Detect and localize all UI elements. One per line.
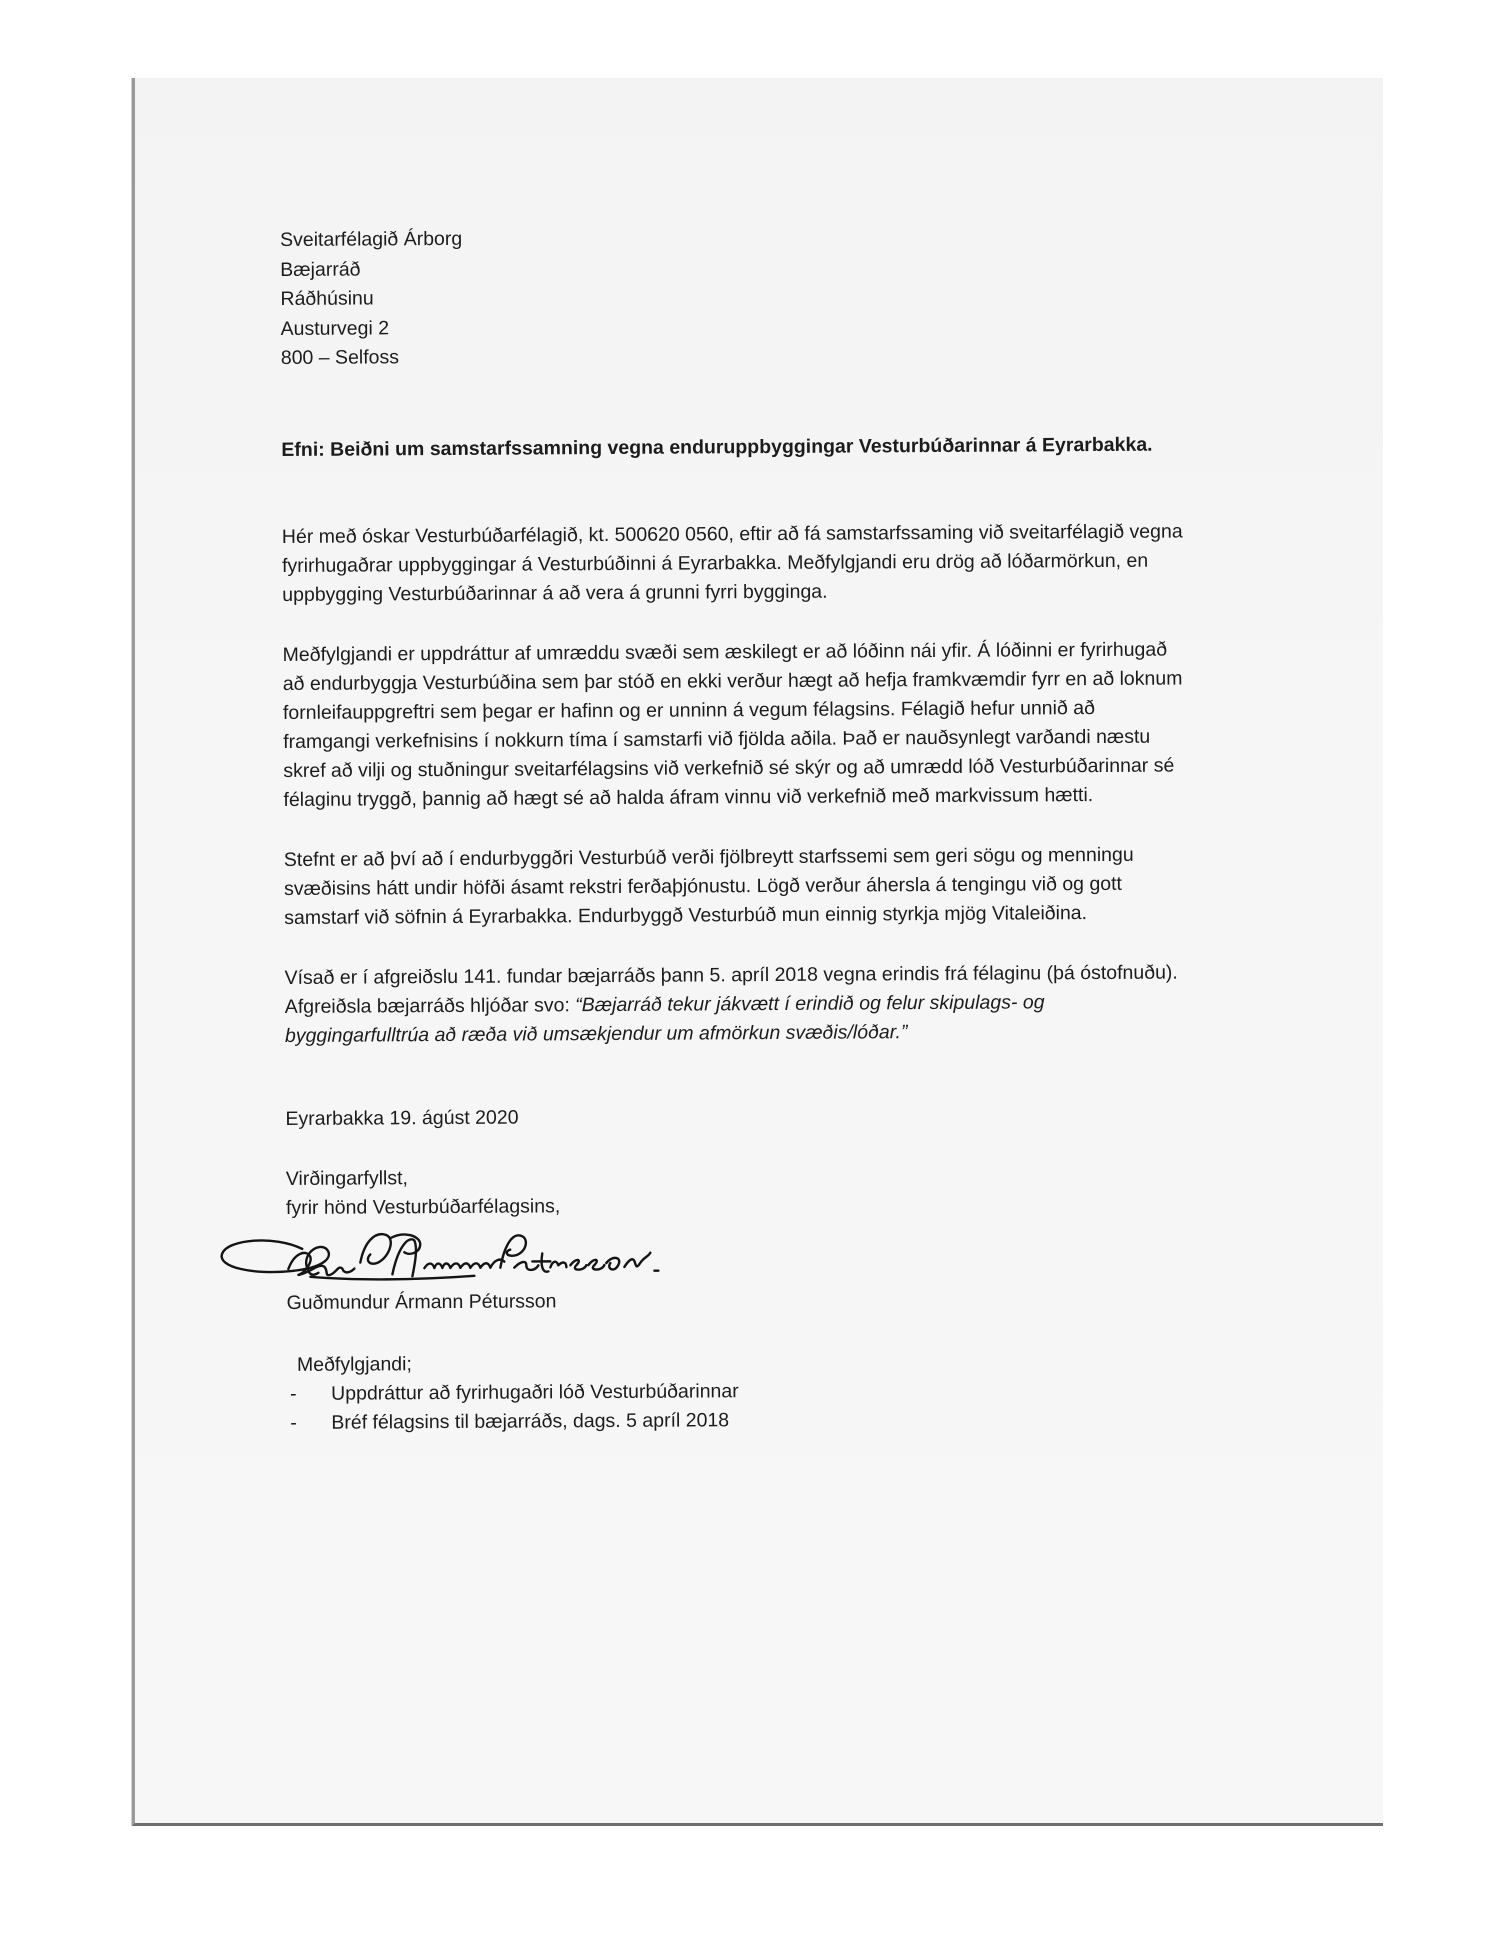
on-behalf-line: fyrir hönd Vesturbúðarfélagsins,	[285, 1194, 561, 1219]
paragraph-line: Stefnt er að því að í endurbyggðri Vesturbúð verði fjölbreytt starfssemi sem geri sögu og menningu	[283, 843, 1134, 871]
enclosure-label: Bréf félagsins til bæjarráðs, dags. 5 apríl 2018	[331, 1408, 730, 1434]
paragraph-line: uppbygging Vesturbúðarinnar á að vera á grunni fyrri bygginga.	[282, 580, 828, 606]
closing-block	[286, 1159, 1256, 1223]
signer-name: Guðmundur Ármann Pétursson	[286, 1289, 557, 1314]
salutation: Virðingarfyllst,	[285, 1166, 408, 1190]
paragraph-line: skref að vilji og stuðningur sveitarfélagsins við verkefnið sé skýr og að umrædd lóð Vesturbúðarinnar sé	[283, 754, 1175, 782]
recipient-address	[280, 220, 1251, 373]
paragraph-line: Hér með óskar Vesturbúðarfélagið, kt. 500620 0560, eftir að fá samstarfssaming við sveitarfélagið vegna	[281, 519, 1183, 548]
enclosures	[287, 1345, 1258, 1438]
dash-bullet-icon: -	[290, 1411, 297, 1434]
recipient-line: Austurvegi 2	[280, 316, 390, 340]
signature	[214, 1217, 1256, 1289]
handwritten-signature-icon	[214, 1220, 694, 1293]
paragraph-line: Vísað er í afgreiðslu 141. fundar bæjarráðs þann 5. apríl 2018 vegna erindis frá félaginu (þá óstofnuðu).	[284, 961, 1178, 989]
enclosures-heading: Meðfylgjandi;	[296, 1352, 412, 1376]
recipient-line: Sveitarfélagið Árborg	[280, 227, 463, 251]
paragraph-line: félaginu tryggð, þannig að hægt sé að halda áfram vinnu við verkefnið með markvissum hætti.	[283, 783, 1094, 811]
place-date: Eyrarbakka 19. ágúst 2020	[285, 1106, 519, 1130]
paragraph-line: framgangi verkefnisins í nokkurn tíma í samstarfi við fjölda aðila. Það er nauðsynlegt varðandi næstu	[283, 725, 1151, 753]
paragraph-line: Meðfylgjandi er uppdráttur af umræddu svæði sem æskilegt er að lóðinn nái yfir. Á lóðinni er fyrirhugað	[282, 638, 1168, 666]
paragraph-line: fyrirhugaðrar uppbyggingar á Vesturbúðinni á Eyrarbakka. Meðfylgjandi eru drög að lóðarmörkun, en	[282, 549, 1149, 577]
paragraph-purpose	[284, 840, 1255, 933]
decision-intro: Afgreiðsla bæjarráðs hljóðar svo:	[284, 993, 576, 1018]
enclosure-item	[287, 1403, 1257, 1438]
paragraph-request	[282, 517, 1253, 610]
paragraph-line: að endurbyggja Vesturbúðina sem þar stóð en ekki verður hægt að hefja framkvæmdir fyrr en að loknum	[282, 666, 1183, 695]
letter-body	[280, 220, 1257, 1437]
paragraph-line: svæðisins hátt undir höfði ásamt rekstri ferðaþjónustu. Lögð verður áhersla á tengingu við og gott	[283, 872, 1123, 900]
paragraph-site	[283, 635, 1254, 815]
paragraph-line: fornleifauppgreftri sem þegar er hafinn og er unninn á vegum félagsins. Félagið hefur unnið að	[282, 696, 1095, 724]
enclosure-label: Uppdráttur að fyrirhugaðri lóð Vesturbúðarinnar	[331, 1379, 739, 1405]
decision-quote: “Bæjarráð tekur jákvætt í erindið og felur skipulags- og	[575, 990, 1045, 1016]
subject-line: Efni: Beiðni um samstarfssamning vegna enduruppbyggingar Vesturbúðarinnar á Eyrarbakka.	[281, 433, 1153, 461]
paragraph-reference	[285, 958, 1256, 1051]
recipient-line: Ráðhúsinu	[280, 287, 374, 310]
paragraph-line: samstarf við söfnin á Eyrarbakka. Endurbyggð Vesturbúð mun einnig styrkja mjög Vitaleiðina.	[284, 901, 1088, 929]
recipient-line: 800 – Selfoss	[280, 346, 400, 369]
decision-quote: byggingarfulltrúa að ræða við umsækjendur um afmörkun svæðis/lóðar.”	[284, 1020, 908, 1047]
dash-bullet-icon: -	[290, 1382, 297, 1405]
recipient-line: Bæjarráð	[280, 258, 361, 281]
